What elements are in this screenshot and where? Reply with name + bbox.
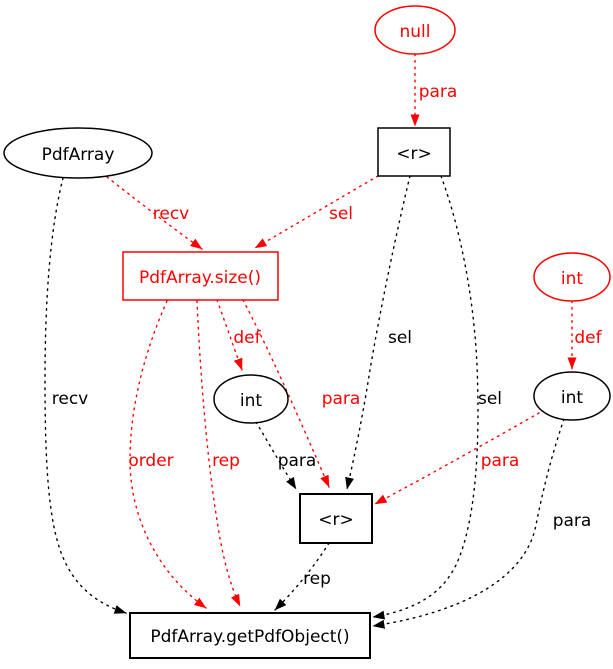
node-label-pdfarray-size: PdfArray.size()	[138, 268, 262, 288]
edge-label-sel: sel	[328, 204, 354, 224]
node-label-ref-top: <r>	[396, 144, 432, 164]
edge-label-para: para	[418, 82, 458, 102]
edge-label-para: para	[480, 451, 520, 471]
node-label-pdfarray: PdfArray	[41, 145, 115, 165]
node-int-right	[534, 372, 610, 420]
node-pdfarray	[4, 128, 152, 178]
node-label-int-source: int	[560, 269, 584, 289]
nodes	[4, 6, 610, 658]
edge-label-order: order	[128, 451, 174, 471]
node-ref-bottom	[300, 494, 372, 543]
node-label-int-right: int	[560, 388, 584, 408]
edge-label-para: para	[552, 511, 592, 531]
edge-label-sel: sel	[387, 328, 413, 348]
node-label-ref-bottom: <r>	[318, 510, 354, 530]
node-pdfarray-size	[123, 252, 278, 300]
edge-label-def: def	[233, 328, 261, 348]
edge-sel-ref-top-to-getpdfobject	[373, 176, 478, 617]
edge-label-recv: recv	[152, 204, 190, 224]
node-int-source	[534, 253, 610, 301]
node-getpdfobject	[130, 613, 370, 658]
edge-label-recv: recv	[51, 389, 89, 409]
node-label-int-mid: int	[239, 391, 263, 411]
node-int-mid	[214, 375, 288, 423]
node-label-getpdfobject: PdfArray.getPdfObject()	[150, 627, 350, 647]
edge-label-para: para	[321, 389, 361, 409]
edge-label-rep: rep	[303, 569, 331, 589]
edge-label-para: para	[277, 451, 317, 471]
node-null	[375, 6, 455, 54]
node-label-null: null	[399, 22, 431, 42]
edge-sel-ref-top-to-size	[255, 176, 378, 248]
node-ref-top	[378, 128, 450, 176]
edge-label-sel: sel	[477, 389, 503, 409]
edge-label-def: def	[574, 328, 602, 348]
edge-label-rep: rep	[212, 451, 240, 471]
